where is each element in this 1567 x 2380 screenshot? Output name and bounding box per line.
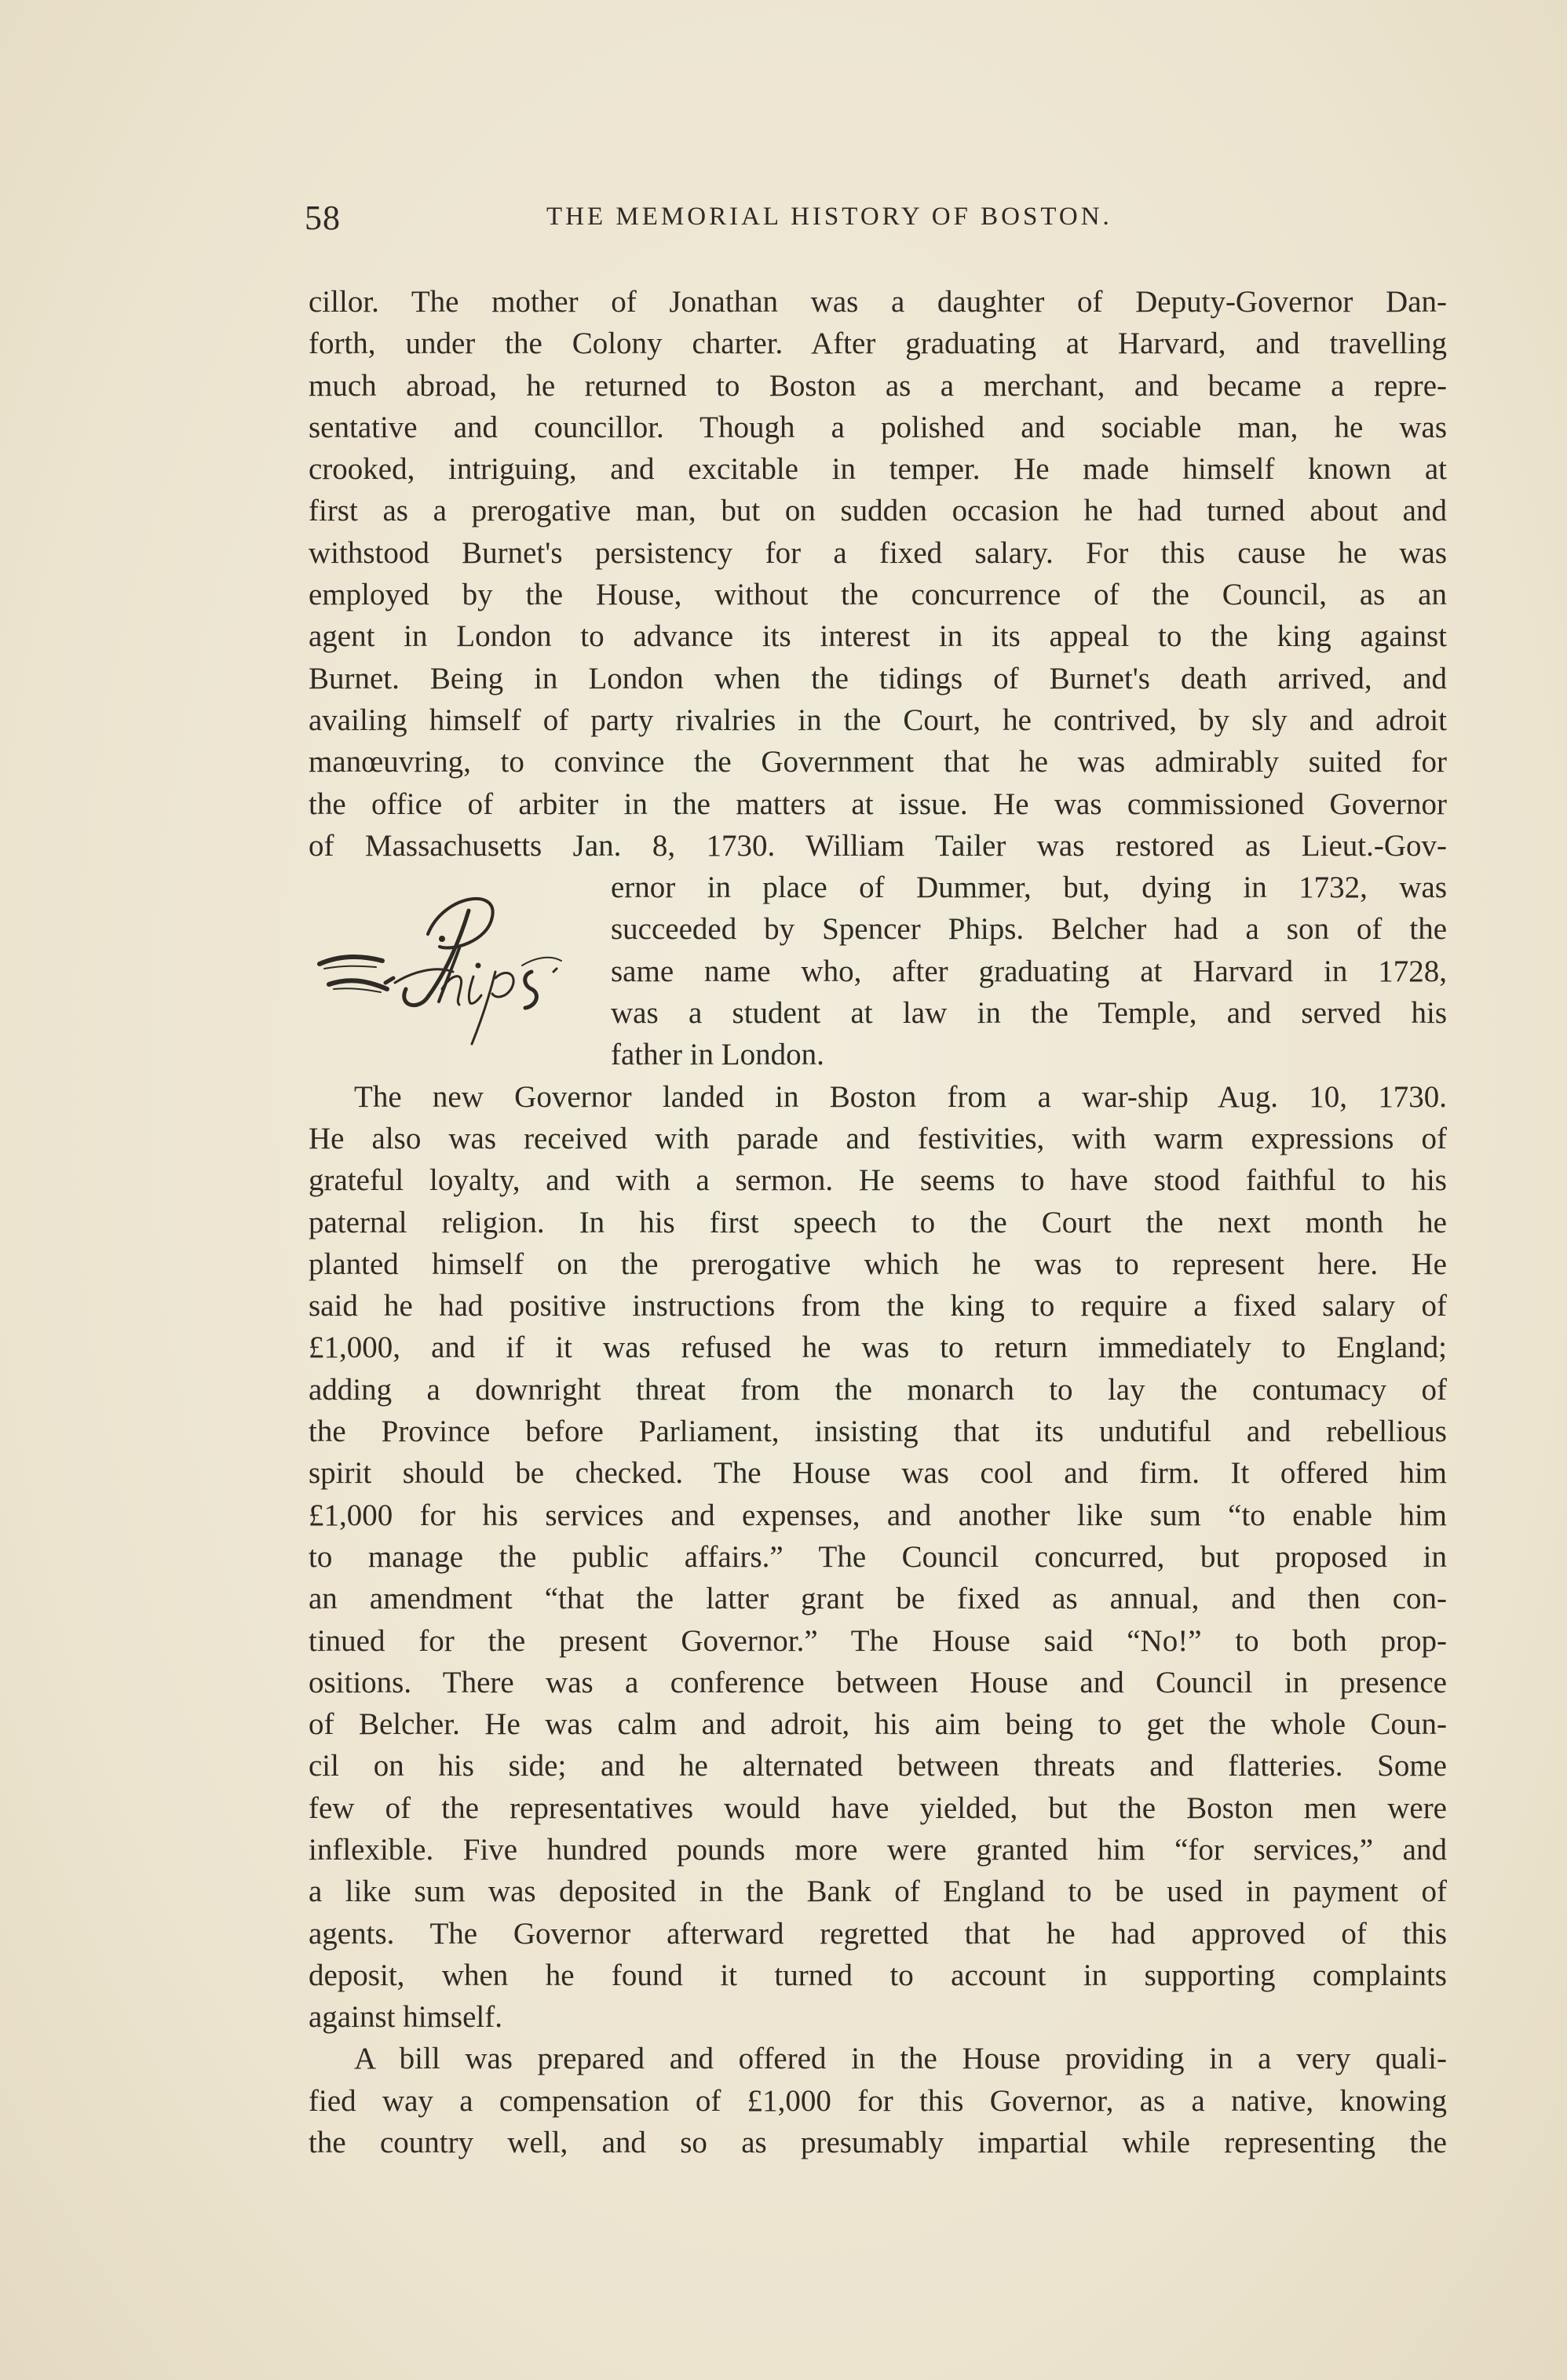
text-line: father in London. [611, 1038, 824, 1072]
text-line: the office of arbiter in the matters at issue. He was commissioned Governor [309, 787, 1447, 821]
text-line: crooked, intriguing, and excitable in temper. He made himself known at [309, 452, 1447, 487]
body-text [309, 281, 1447, 2163]
text-line: sentative and councillor. Though a polished and sociable man, he was [309, 410, 1447, 444]
text-line: inflexible. Five hundred pounds more were granted him “for services,” and [309, 1832, 1447, 1867]
text-line: against himself. [309, 2000, 502, 2035]
text-line: ernor in place of Dummer, but, dying in 1732, was [611, 871, 1447, 905]
text-line: A bill was prepared and offered in the House providing in a very quali- [354, 2042, 1447, 2076]
text-line: manœuvring, to convince the Government that he was admirably suited for [309, 745, 1447, 779]
text-line: succeeded by Spencer Phips. Belcher had a son of the [611, 912, 1447, 947]
text-line: a like sum was deposited in the Bank of England to be used in payment of [309, 1874, 1447, 1909]
text-line: agent in London to advance its interest in its appeal to the king against [309, 619, 1447, 654]
text-line: tinued for the present Governor.” The House said “No!” to both prop- [309, 1623, 1447, 1658]
text-line: of Massachusetts Jan. 8, 1730. William Tailer was restored as Lieut.-Gov- [309, 828, 1447, 863]
text-line: was a student at law in the Temple, and served his [611, 996, 1447, 1031]
text-line: The new Governor landed in Boston from a war-ship Aug. 10, 1730. [354, 1079, 1447, 1114]
text-line: Burnet. Being in London when the tidings of Burnet's death arrived, and [309, 661, 1447, 695]
text-line: withstood Burnet's persistency for a fixed salary. For this cause he was [309, 535, 1447, 570]
text-line: much abroad, he returned to Boston as a merchant, and became a repre- [309, 368, 1447, 403]
text-line: employed by the House, without the concurrence of the Council, as an [309, 578, 1447, 612]
text-line: an amendment “that the latter grant be fixed as annual, and then con- [309, 1582, 1447, 1616]
phips-signature [310, 879, 601, 1052]
text-line: £1,000, and if it was refused he was to return immediately to England; [309, 1331, 1447, 1365]
page-number: 58 [305, 199, 341, 237]
text-line: the country well, and so as presumably impartial while representing the [309, 2126, 1447, 2160]
text-line: fied way a compensation of £1,000 for this Governor, as a native, knowing [309, 2083, 1447, 2118]
text-line: grateful loyalty, and with a sermon. He seems to have stood faithful to his [309, 1163, 1447, 1198]
text-line: He also was received with parade and festivities, with warm expressions of [309, 1121, 1447, 1155]
text-line: said he had positive instructions from the king to require a fixed salary of [309, 1289, 1447, 1323]
text-line: planted himself on the prerogative which he was to represent here. He [309, 1247, 1447, 1281]
text-line: deposit, when he found it turned to account in supporting complaints [309, 1958, 1447, 1992]
text-line: agents. The Governor afterward regretted that he had approved of this [309, 1916, 1447, 1951]
page-header [305, 195, 1215, 242]
text-line: the Province before Parliament, insisting that its undutiful and rebellious [309, 1414, 1447, 1449]
text-line: to manage the public affairs.” The Council concurred, but proposed in [309, 1539, 1447, 1574]
text-line: forth, under the Colony charter. After graduating at Harvard, and travelling [309, 327, 1447, 361]
text-line: £1,000 for his services and expenses, and another like sum “to enable him [309, 1498, 1447, 1532]
running-title: THE MEMORIAL HISTORY OF BOSTON. [546, 203, 1112, 231]
text-line: availing himself of party rivalries in the Court, he contrived, by sly and adroit [309, 703, 1447, 737]
text-line: ositions. There was a conference between House and Council in presence [309, 1665, 1447, 1699]
signature-drawing [310, 879, 601, 1052]
text-line: first as a prerogative man, but on sudden occasion he had turned about and [309, 494, 1447, 528]
text-line: same name who, after graduating at Harvard in 1728, [611, 954, 1447, 988]
text-line: cil on his side; and he alternated between threats and flatteries. Some [309, 1749, 1447, 1783]
text-line: adding a downright threat from the monarch to lay the contumacy of [309, 1372, 1447, 1407]
text-line: paternal religion. In his first speech to the Court the next month he [309, 1205, 1447, 1239]
text-line: few of the representatives would have yielded, but the Boston men were [309, 1790, 1447, 1825]
text-line: spirit should be checked. The House was cool and firm. It offered him [309, 1456, 1447, 1491]
text-line: of Belcher. He was calm and adroit, his aim being to get the whole Coun- [309, 1707, 1447, 1742]
text-line: cillor. The mother of Jonathan was a daughter of Deputy-Governor Dan- [309, 285, 1447, 319]
